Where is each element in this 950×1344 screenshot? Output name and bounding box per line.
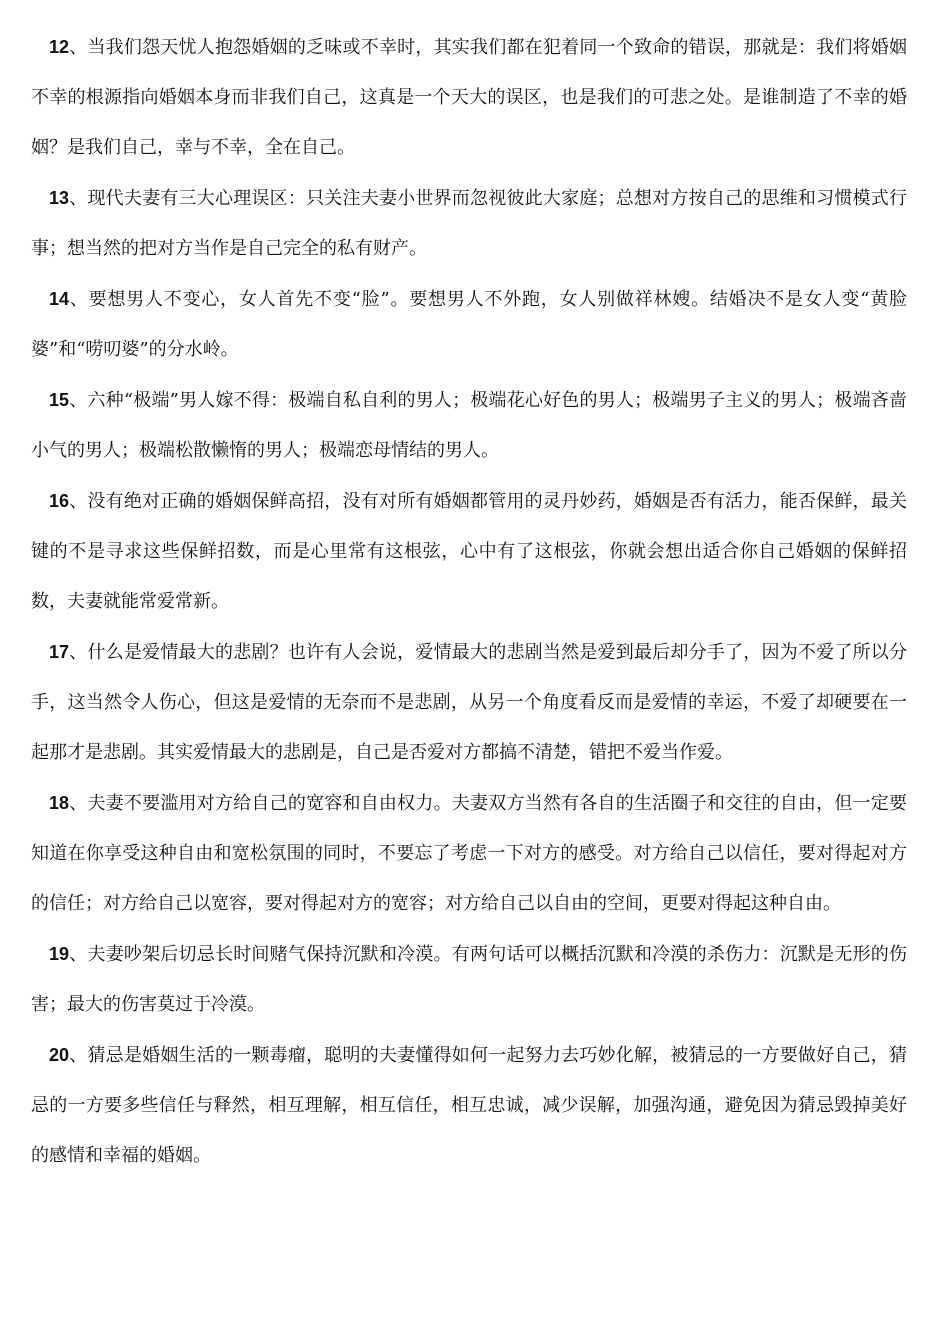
paragraph-text: 、猜忌是婚姻生活的一颗毒瘤，聪明的夫妻懂得如何一起努力去巧妙化解，被猜忌的一方要做好自己，猜忌的一方要多些信任与释然，相互理解，相互信任，相互忠诚，减少误解，加强沟通，避免因为猜忌毁掉美好的感情和幸福的婚姻。 (31, 1045, 907, 1166)
paragraph-number: 14 (49, 289, 70, 309)
paragraph-13 (31, 173, 907, 274)
paragraph-number: 17 (49, 642, 70, 662)
document-page (31, 22, 907, 1181)
paragraph-text: 、要想男人不变心，女人首先不变“脸”。要想男人不外跑，女人别做祥林嫂。结婚决不是女人变“黄脸婆”和“唠叨婆”的分水岭。 (31, 289, 907, 360)
paragraph-12 (31, 22, 907, 173)
paragraph-19 (31, 929, 907, 1030)
paragraph-text: 、什么是爱情最大的悲剧？也许有人会说，爱情最大的悲剧当然是爱到最后却分手了，因为不爱了所以分手，这当然令人伤心，但这是爱情的无奈而不是悲剧，从另一个角度看反而是爱情的幸运，不爱了却硬要在一起那才是悲剧。其实爱情最大的悲剧是，自己是否爱对方都搞不清楚，错把不爱当作爱。 (31, 642, 907, 763)
paragraph-number: 12 (49, 37, 70, 57)
paragraph-number: 20 (49, 1045, 70, 1065)
paragraph-number: 18 (49, 793, 70, 813)
paragraph-text: 、六种“极端”男人嫁不得：极端自私自利的男人；极端花心好色的男人；极端男子主义的男人；极端吝啬小气的男人；极端松散懒惰的男人；极端恋母情结的男人。 (31, 390, 907, 461)
paragraph-number: 15 (49, 390, 70, 410)
paragraph-18 (31, 778, 907, 929)
paragraph-20 (31, 1030, 907, 1181)
paragraph-text: 、夫妻不要滥用对方给自己的宽容和自由权力。夫妻双方当然有各自的生活圈子和交往的自由，但一定要知道在你享受这种自由和宽松氛围的同时，不要忘了考虑一下对方的感受。对方给自己以信任，要对得起对方的信任；对方给自己以宽容，要对得起对方的宽容；对方给自己以自由的空间，更要对得起这种自由。 (31, 793, 907, 914)
paragraph-text: 、夫妻吵架后切忌长时间赌气保持沉默和冷漠。有两句话可以概括沉默和冷漠的杀伤力：沉默是无形的伤害；最大的伤害莫过于冷漠。 (31, 944, 907, 1015)
paragraph-number: 19 (49, 944, 70, 964)
paragraph-17 (31, 627, 907, 778)
paragraph-15 (31, 375, 907, 476)
paragraph-16 (31, 476, 907, 627)
paragraph-text: 、现代夫妻有三大心理误区：只关注夫妻小世界而忽视彼此大家庭；总想对方按自己的思维和习惯模式行事；想当然的把对方当作是自己完全的私有财产。 (31, 188, 907, 259)
paragraph-number: 16 (49, 491, 70, 511)
paragraph-14 (31, 274, 907, 375)
paragraph-text: 、当我们怨天忧人抱怨婚姻的乏味或不幸时，其实我们都在犯着同一个致命的错误，那就是：我们将婚姻不幸的根源指向婚姻本身而非我们自己，这真是一个天大的误区，也是我们的可悲之处。是谁制造了不幸的婚姻？是我们自己，幸与不幸，全在自己。 (31, 37, 907, 158)
paragraph-text: 、没有绝对正确的婚姻保鲜高招，没有对所有婚姻都管用的灵丹妙药，婚姻是否有活力，能否保鲜，最关键的不是寻求这些保鲜招数，而是心里常有这根弦，心中有了这根弦，你就会想出适合你自己婚姻的保鲜招数，夫妻就能常爱常新。 (31, 491, 907, 612)
paragraph-number: 13 (49, 188, 70, 208)
